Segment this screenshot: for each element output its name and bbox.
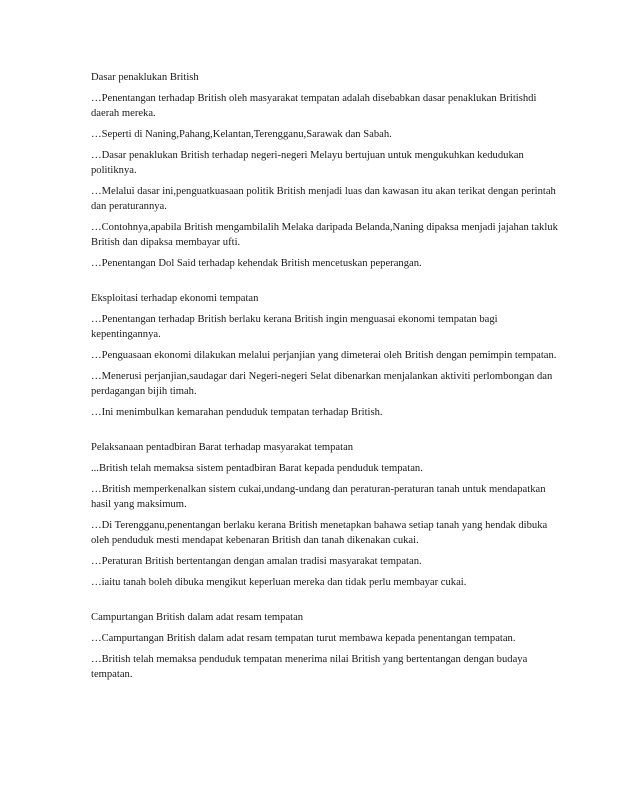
- paragraph: …Menerusi perjanjian,saudagar dari Negeri-negeri Selat dibenarkan menjalankan aktiviti perlombongan dan perdagangan bijih timah.: [91, 371, 553, 397]
- paragraph: …Ini menimbulkan kemarahan penduduk tempatan terhadap British.: [91, 407, 383, 418]
- paragraph: …Di Terengganu,penentangan berlaku kerana British menetapkan bahawa setiap tanah yang hendak dibuka oleh penduduk mesti mendapat kebenaran British dan tanah dikenakan cukai.: [91, 520, 548, 546]
- paragraph: …British telah memaksa penduduk tempatan menerima nilai British yang bertentangan dengan budaya tempatan.: [91, 654, 528, 680]
- paragraph: …Contohnya,apabila British mengambilalih Melaka daripada Belanda,Naning dipaksa menjadi jajahan takluk British dan dipaksa membayar ufti.: [91, 222, 558, 248]
- paragraph: …Peraturan British bertentangan dengan amalan tradisi masyarakat tempatan.: [91, 556, 422, 567]
- paragraph: ...British telah memaksa sistem pentadbiran Barat kepada penduduk tempatan.: [91, 463, 423, 474]
- paragraph: …Dasar penaklukan British terhadap negeri-negeri Melayu bertujuan untuk mengukuhkan kedudukan politiknya.: [91, 150, 524, 176]
- section-eksploitasi-ekonomi: [91, 291, 561, 420]
- paragraph: …Penentangan terhadap British oleh masyarakat tempatan adalah disebabkan dasar penaklukan Britishdi daerah mereka.: [91, 93, 537, 119]
- paragraph: …Campurtangan British dalam adat resam tempatan turut membawa kepada penentangan tempatan.: [91, 633, 516, 644]
- paragraph: …British memperkenalkan sistem cukai,undang-undang dan peraturan-peraturan tanah untuk mendapatkan hasil yang maksimum.: [91, 484, 546, 510]
- paragraph: …Penguasaan ekonomi dilakukan melalui perjanjian yang dimeterai oleh British dengan pemimpin tempatan.: [91, 350, 557, 361]
- paragraph: …Melalui dasar ini,penguatkuasaan politik British menjadi luas dan kawasan itu akan terikat dengan perintah dan peraturannya.: [91, 186, 556, 212]
- section-heading: Dasar penaklukan British: [91, 72, 199, 83]
- section-heading: Campurtangan British dalam adat resam tempatan: [91, 612, 304, 623]
- section-pentadbiran-barat: [91, 440, 561, 590]
- section-campurtangan-adat: [91, 610, 561, 682]
- paragraph: …iaitu tanah boleh dibuka mengikut keperluan mereka dan tidak perlu membayar cukai.: [91, 577, 467, 588]
- paragraph: …Seperti di Naning,Pahang,Kelantan,Terengganu,Sarawak dan Sabah.: [91, 129, 392, 140]
- paragraph: …Penentangan terhadap British berlaku kerana British ingin menguasai ekonomi tempatan bagi kepentingannya.: [91, 314, 498, 340]
- section-heading: Eksploitasi terhadap ekonomi tempatan: [91, 293, 259, 304]
- section-heading: Pelaksanaan pentadbiran Barat terhadap masyarakat tempatan: [91, 442, 354, 453]
- document-page: [91, 70, 561, 688]
- section-dasar-penaklukan: [91, 70, 561, 271]
- paragraph: …Penentangan Dol Said terhadap kehendak British mencetuskan peperangan.: [91, 258, 422, 269]
